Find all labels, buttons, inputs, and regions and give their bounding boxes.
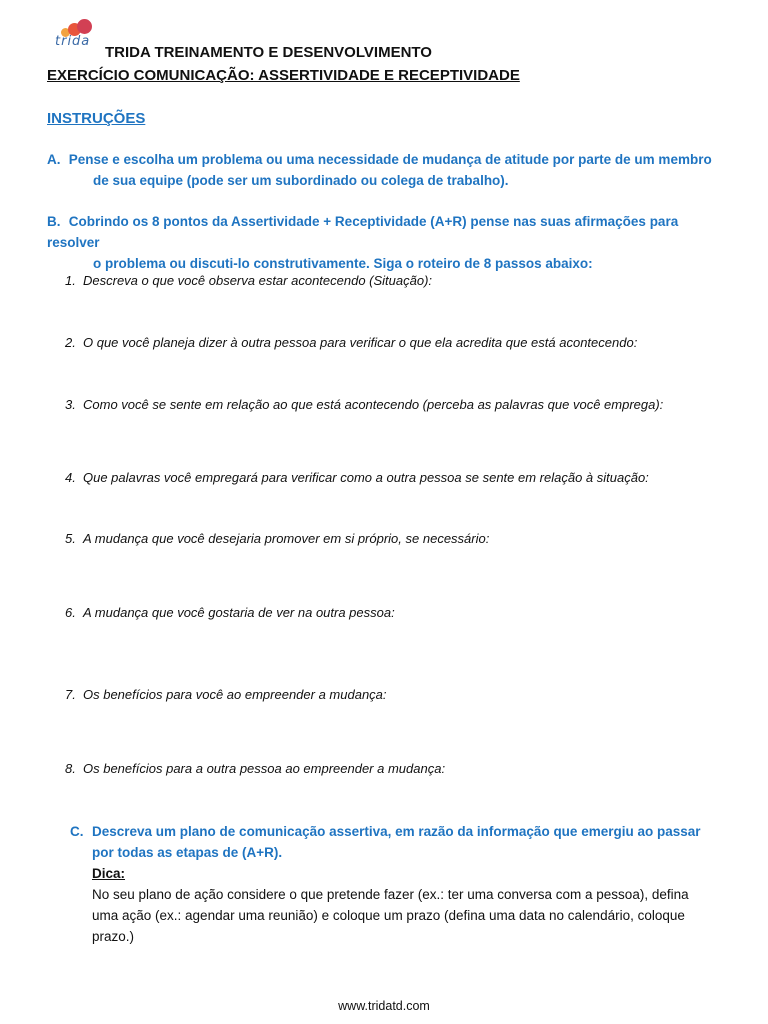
- step-number: 3.: [65, 397, 76, 412]
- company-title: TRIDA TREINAMENTO E DESENVOLVIMENTO: [105, 44, 432, 61]
- step-text: Descreva o que você observa estar acontecendo (Situação):: [83, 273, 433, 288]
- step-item: [65, 397, 663, 412]
- instruction-a-line2: de sua equipe (pode ser um subordinado ou colega de trabalho).: [93, 173, 509, 188]
- trida-logo: [52, 18, 96, 48]
- step-text: Como você se sente em relação ao que está acontecendo (perceba as palavras que você emprega):: [83, 397, 664, 412]
- part-c-label: C.: [70, 824, 84, 839]
- step-item: [65, 605, 395, 620]
- logo-wordmark: trida: [55, 34, 91, 49]
- part-c-line2: por todas as etapas de (A+R).: [92, 845, 283, 860]
- step-text: Que palavras você empregará para verificar como a outra pessoa se sente em relação à situação:: [83, 470, 649, 485]
- step-number: 8.: [65, 761, 76, 776]
- step-number: 6.: [65, 605, 76, 620]
- step-item: [65, 335, 637, 350]
- tip-line2: uma ação (ex.: agendar uma reunião) e coloque um prazo (defina uma data no calendário, coloque: [92, 908, 685, 923]
- instructions-heading: INSTRUÇÕES: [47, 110, 146, 127]
- tip-line1: No seu plano de ação considere o que pretende fazer (ex.: ter uma conversa com a pessoa), defina: [92, 887, 689, 902]
- instruction-a: [47, 149, 727, 191]
- step-number: 1.: [65, 273, 76, 288]
- logo-dot-crimson: [77, 19, 92, 34]
- tip-line3: prazo.): [92, 929, 135, 944]
- step-number: 7.: [65, 687, 76, 702]
- step-number: 4.: [65, 470, 76, 485]
- instruction-a-line1: Pense e escolha um problema ou uma necessidade de mudança de atitude por parte de um membro: [68, 152, 712, 167]
- step-item: [65, 687, 387, 702]
- instruction-b: [47, 211, 727, 274]
- footer-url: www.tridatd.com: [338, 999, 430, 1013]
- step-item: [65, 273, 432, 288]
- instruction-b-line1: Cobrindo os 8 pontos da Assertividade + Receptividade (A+R) pense nas suas afirmações para resolver: [47, 214, 679, 250]
- step-item: [65, 470, 649, 485]
- instruction-a-label: A.: [47, 152, 61, 167]
- step-number: 2.: [65, 335, 76, 350]
- step-text: A mudança que você desejaria promover em si próprio, se necessário:: [83, 531, 490, 546]
- tip-label: Dica:: [92, 866, 126, 881]
- part-c: [70, 821, 720, 947]
- step-item: [65, 531, 489, 546]
- step-text: A mudança que você gostaria de ver na outra pessoa:: [83, 605, 395, 620]
- instruction-b-label: B.: [47, 214, 61, 229]
- step-number: 5.: [65, 531, 76, 546]
- part-c-line1: Descreva um plano de comunicação assertiva, em razão da informação que emergiu ao passar: [92, 824, 701, 839]
- part-c-title: [70, 821, 720, 863]
- step-text: Os benefícios para a outra pessoa ao empreender a mudança:: [83, 761, 446, 776]
- step-item: [65, 761, 445, 776]
- exercise-title: EXERCÍCIO COMUNICAÇÃO: ASSERTIVIDADE E RECEPTIVIDADE: [47, 67, 520, 84]
- step-text: O que você planeja dizer à outra pessoa para verificar o que ela acredita que está acontecendo:: [83, 335, 638, 350]
- instruction-b-line2: o problema ou discuti-lo construtivamente. Siga o roteiro de 8 passos abaixo:: [93, 256, 593, 271]
- tip-block: [70, 863, 720, 947]
- step-text: Os benefícios para você ao empreender a mudança:: [83, 687, 387, 702]
